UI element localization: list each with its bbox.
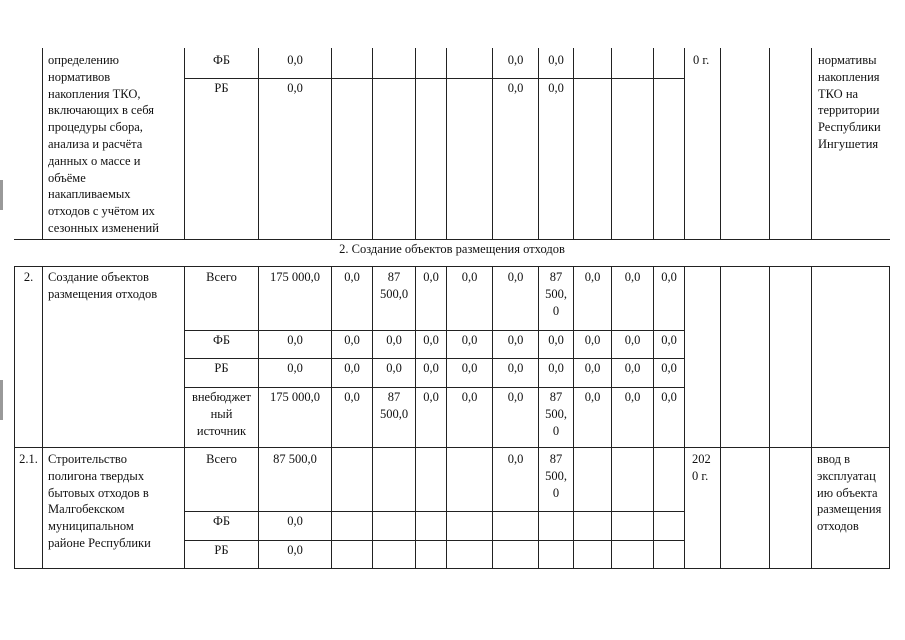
row2-name: Создание объектов размещения отходов [48,270,158,301]
row2-fb-cell: 0,0 [386,333,402,347]
row2-vneb-cell: 0,0 [584,390,601,404]
row2-label-vsego: Всего [206,270,237,284]
row1-source-fb: ФБ [212,53,231,67]
row2-vneb-cell: 0,0 [507,390,524,404]
row1-source-rb: РБ [214,81,229,95]
row2-rb-cell: 0,0 [423,361,439,375]
scan-artifact [0,380,3,420]
row2-vsego-cell: 0,0 [584,270,601,284]
row2-vneb-cell: 0,0 [624,390,641,404]
row2-rb-cell: 0,0 [461,361,478,375]
row2-vsego-cell: 0,0 [624,270,641,284]
row2-fb-cell: 0,0 [548,333,564,347]
row21-label-rb: РБ [214,543,229,557]
row2-vneb-cell: 0,0 [344,390,360,404]
row1-result: нормативы накопления ТКО на территории Республики Ингушетия [818,53,881,151]
row2-rb-cell: 0,0 [386,361,402,375]
row2-label-fb: ФБ [212,333,231,347]
row2-fb-cell: 0,0 [287,333,303,347]
row21-vsego-val-b: 87 500, 0 [545,452,567,500]
row21-year: 202 0 г. [692,452,711,483]
row21-label-fb: ФБ [212,514,231,528]
row2-fb-cell: 0,0 [344,333,360,347]
row2-vneb-cell: 87 500, 0 [545,390,567,438]
row1-rb-val-b: 0,0 [548,81,564,95]
row2-vsego-cell: 0,0 [507,270,524,284]
row2-fb-cell: 0,0 [461,333,478,347]
row2-vsego-cell: 0,0 [423,270,439,284]
row21-fb-total: 0,0 [287,514,303,528]
row2-vsego-cell: 175 000,0 [270,270,320,284]
row1-fb-val-a: 0,0 [507,53,524,67]
row2-vsego-cell: 87 500, 0 [545,270,567,318]
row2-fb-cell: 0,0 [624,333,641,347]
row2-rb-cell: 0,0 [344,361,360,375]
row2-label-vnebudzhet: внебюджет ный источник [191,390,252,438]
row2-vsego-cell: 87 500,0 [379,270,409,301]
scan-artifact [0,180,3,210]
row1-rb-val-a: 0,0 [507,81,524,95]
row2-rb-cell: 0,0 [507,361,524,375]
row1-rb-total: 0,0 [287,81,303,95]
row2-fb-cell: 0,0 [584,333,601,347]
row21-vsego-val-a: 0,0 [507,452,524,466]
row21-rb-total: 0,0 [287,543,303,557]
row2-rb-cell: 0,0 [661,361,677,375]
row2-fb-cell: 0,0 [661,333,677,347]
row1-fb-val-b: 0,0 [548,53,564,67]
row2-vsego-cell: 0,0 [661,270,677,284]
row2-vsego-cell: 0,0 [344,270,360,284]
row1-year: 0 г. [693,53,710,67]
row2-label-rb: РБ [214,361,229,375]
row2-rb-cell: 0,0 [624,361,641,375]
row21-vsego-total: 87 500,0 [273,452,317,466]
row2-vneb-cell: 0,0 [423,390,439,404]
row2-vsego-cell: 0,0 [461,270,478,284]
row2-rb-cell: 0,0 [548,361,564,375]
row2-rb-cell: 0,0 [584,361,601,375]
row1-name: определению нормативов накопления ТКО, включающих в себя процедуры сбора, анализа и расчёта данных о массе и объёме накапливаемых отходов с учётом их сезонных изменений [48,53,159,235]
row2-rb-cell: 0,0 [287,361,303,375]
section-heading: 2. Создание объектов размещения отходов [339,242,565,256]
row2-vneb-cell: 0,0 [661,390,677,404]
row1-fb-total: 0,0 [287,53,303,67]
row21-name: Строительство полигона твердых бытовых отходов в Малгобекском муниципальном районе Республики [48,452,151,550]
row2-fb-cell: 0,0 [423,333,439,347]
row2-fb-cell: 0,0 [507,333,524,347]
row21-number: 2.1. [19,452,38,466]
row2-vneb-cell: 175 000,0 [270,390,320,404]
row2-vneb-cell: 0,0 [461,390,478,404]
row2-vneb-cell: 87 500,0 [379,390,409,421]
row21-label-vsego: Всего [206,452,237,466]
row21-result: ввод в эксплуатац ию объекта размещения отходов [817,452,882,534]
row2-number: 2. [23,270,34,284]
